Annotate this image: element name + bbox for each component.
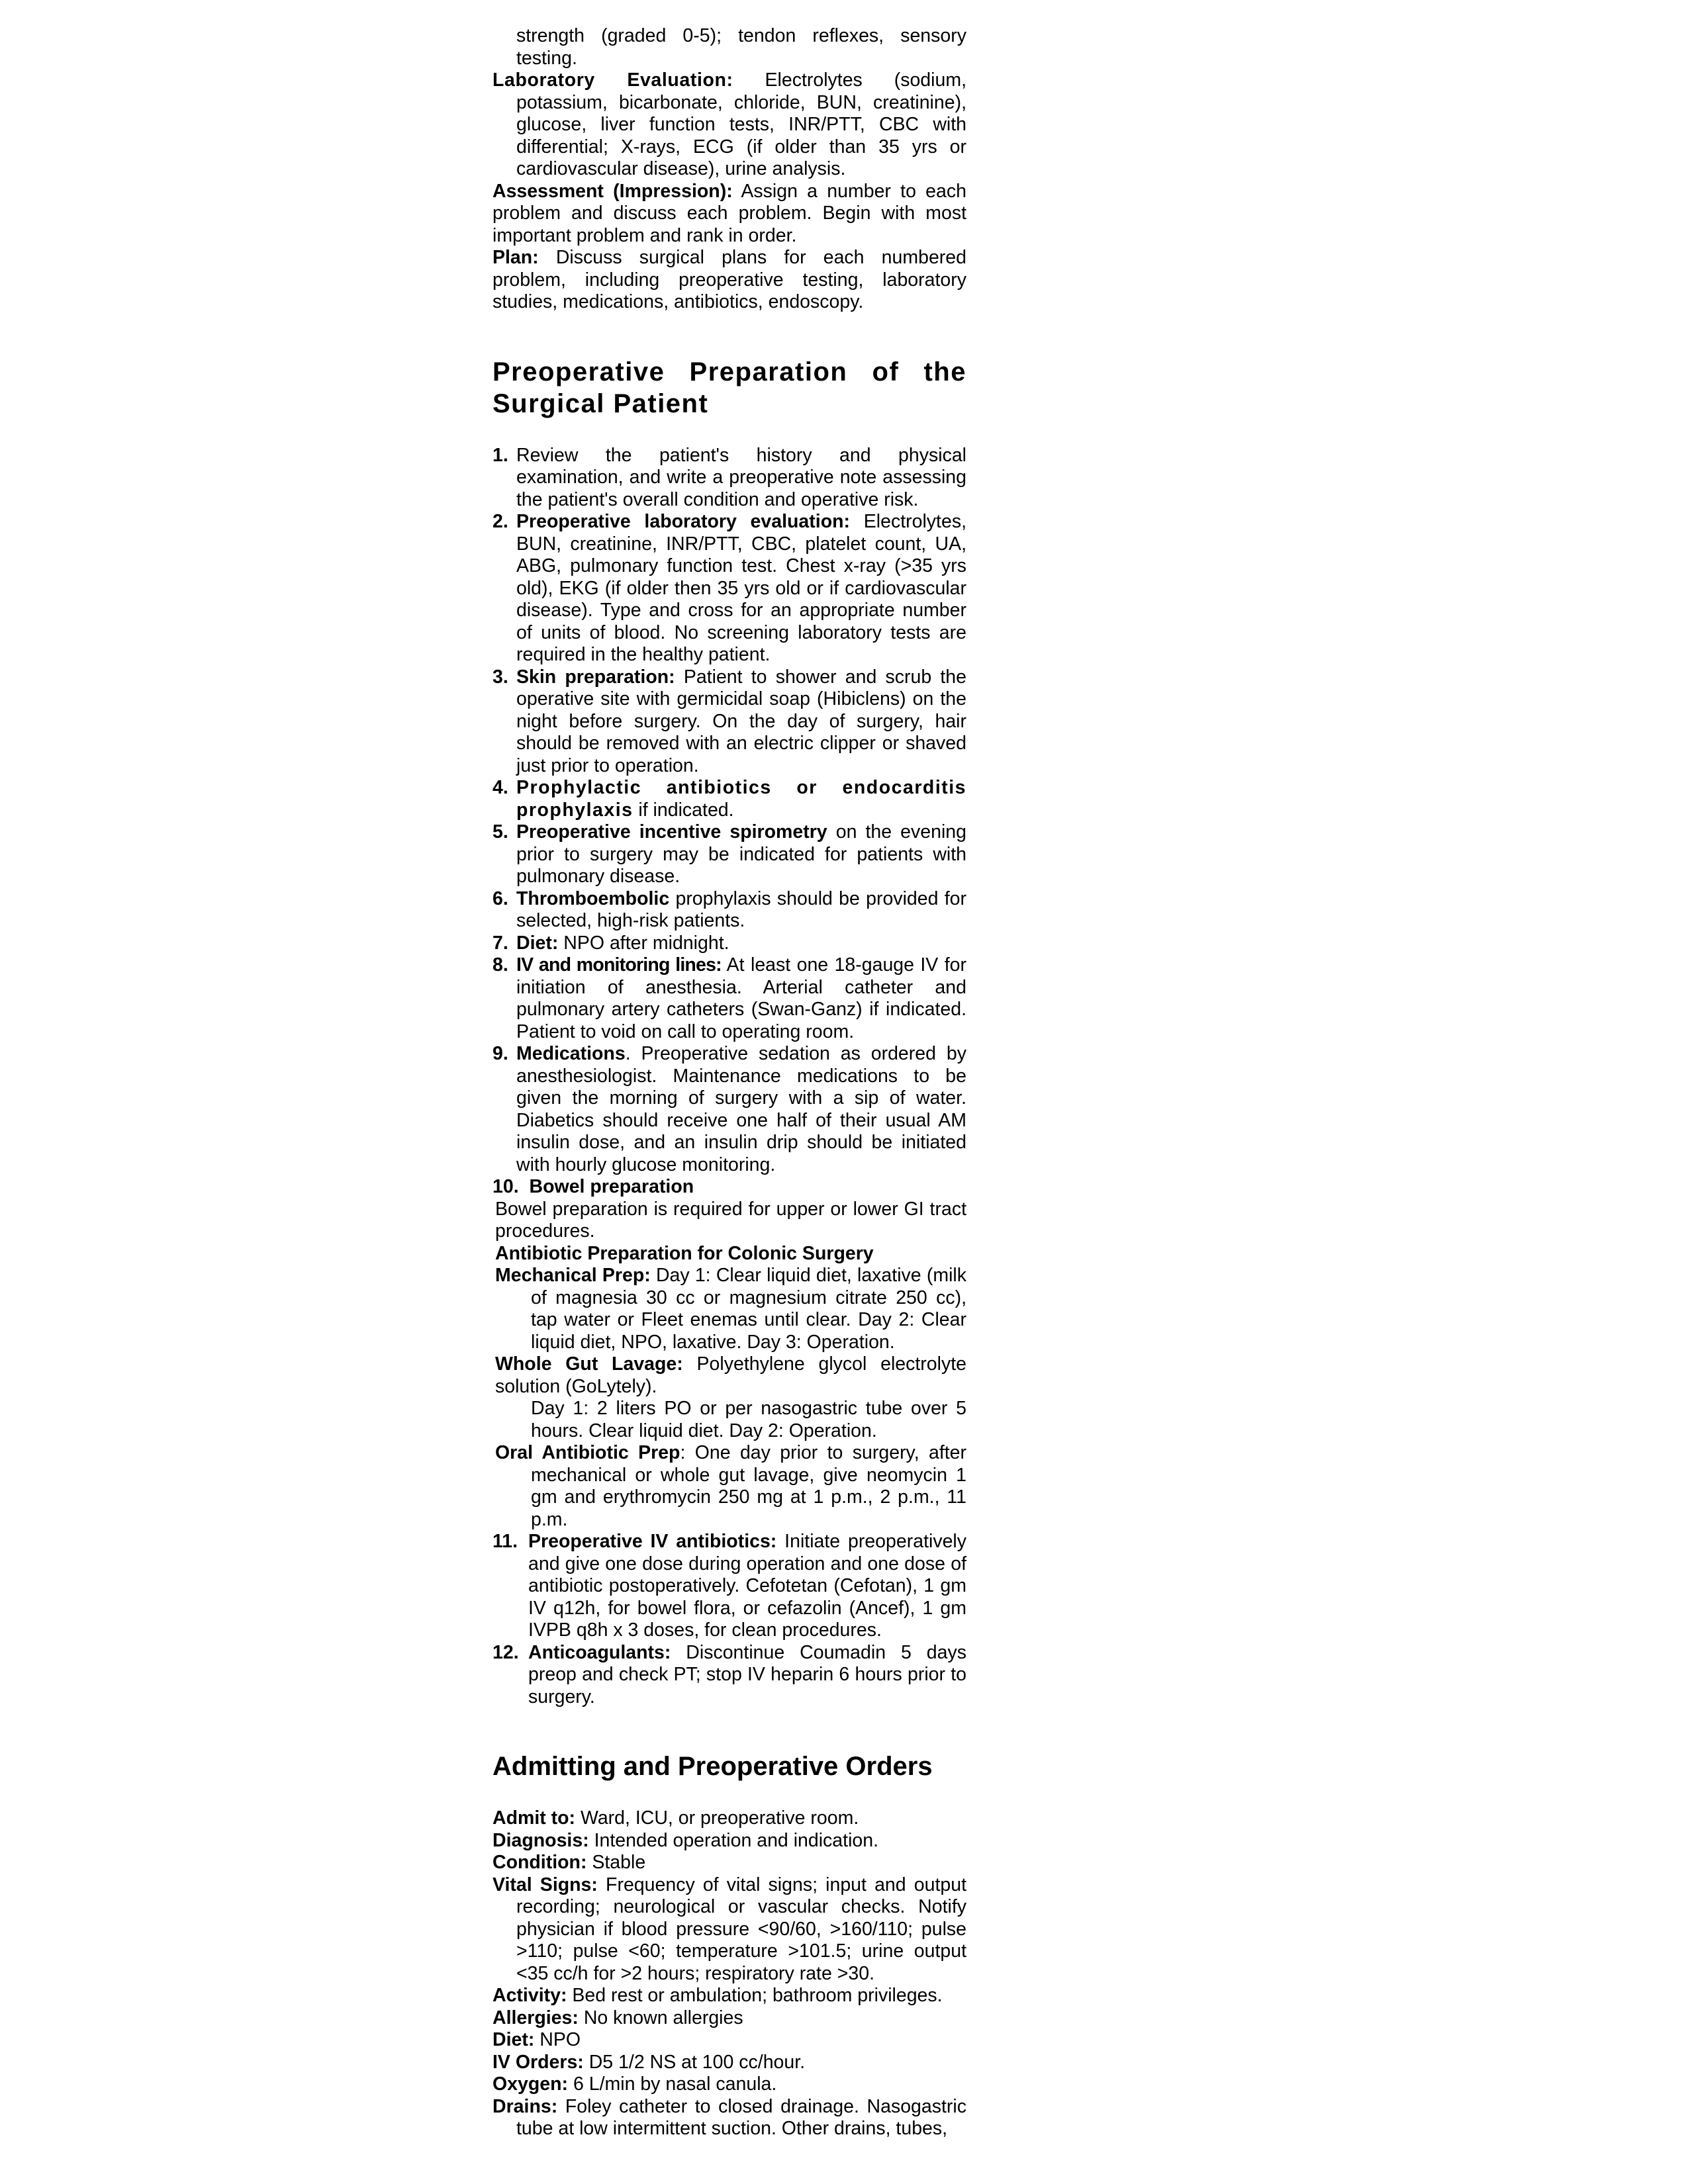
item-label: Medications	[516, 1043, 626, 1064]
item-text: prophylaxis should be provided for selected, high-risk patients.	[516, 887, 966, 931]
lab-evaluation-text: Electrolytes (sodium, potassium, bicarbonate, chloride, BUN, creatinine), glucose, liver function tests, INR/PTT, CBC with differential; X-rays, ECG (if older than 35 yrs or cardiovascular disease), urine analysis.	[516, 69, 966, 179]
item-number: 11.	[492, 1531, 518, 1552]
orders-list	[492, 1807, 966, 2140]
list-item	[492, 888, 966, 933]
order-row	[492, 1807, 966, 1830]
antibiotic-prep-heading	[495, 1243, 966, 1265]
item-label: Preoperative incentive spirometry	[516, 821, 827, 842]
order-row	[492, 1852, 966, 1874]
item-number: 9.	[492, 1043, 508, 1064]
order-text: Ward, ICU, or preoperative room.	[580, 1807, 859, 1829]
bowel-prep-intro: Bowel preparation is required for upper or lower GI tract procedures.	[495, 1198, 966, 1242]
assessment-text: Assign a number to each problem and discuss each problem. Begin with most important problem and rank in order.	[492, 180, 966, 246]
order-text: Intended operation and indication.	[594, 1829, 879, 1851]
item-label: Diet:	[516, 932, 559, 954]
item-number: 7.	[492, 932, 508, 954]
order-text: Stable	[592, 1852, 646, 1873]
continued-line: strength (graded 0-5); tendon reflexes, sensory testing.	[516, 25, 966, 69]
item-text: Electrolytes, BUN, creatinine, INR/PTT, CBC, platelet count, UA, ABG, pulmonary function test. Chest x-ray (>35 yrs old), EKG (if older then 35 yrs old or if cardiovascular disease). Type and cross for an appropriate number of units of blood. No screening laboratory tests are required in the healthy patient.	[516, 511, 966, 665]
item-text: on the evening prior to surgery may be indicated for patients with pulmonary disease.	[516, 821, 966, 887]
order-label: Condition:	[492, 1852, 587, 1873]
item-number: 1.	[492, 444, 508, 466]
order-label: Activity:	[492, 1985, 567, 2006]
assessment-paragraph	[492, 181, 966, 248]
mechanical-prep-text: Day 1: Clear liquid diet, laxative (milk of magnesia 30 cc or magnesium citrate 250 cc), tap water or Fleet enemas until clear. Day 2: Clear liquid diet, NPO, laxative. Day 3: Operation.	[531, 1265, 966, 1353]
lab-evaluation-paragraph	[492, 69, 966, 181]
order-row	[492, 1985, 966, 2007]
item-label: Preoperative IV antibiotics:	[528, 1531, 777, 1552]
item-label: Preoperative laboratory evaluation:	[516, 511, 850, 532]
list-item	[492, 666, 966, 778]
order-row	[492, 2029, 966, 2052]
mechanical-prep-paragraph	[495, 1265, 966, 1353]
order-text: D5 1/2 NS at 100 cc/hour.	[588, 2051, 806, 2073]
item-number: 5.	[492, 821, 508, 842]
order-row	[492, 1874, 966, 1985]
item-label: IV and monitoring lines:	[516, 954, 722, 976]
antibiotic-prep-heading-text: Antibiotic Preparation for Colonic Surgery	[495, 1242, 874, 1264]
item-number: 8.	[492, 954, 508, 976]
item-text: Patient to shower and scrub the operative site with germicidal soap (Hibiclens) on the night before surgery. On the day of surgery, hair should be removed with an electric clipper or shaved just prior to operation.	[516, 666, 967, 776]
preop-steps-list-continued	[492, 1531, 966, 1708]
item-text: Initiate preoperatively and give one dose during operation and one dose of antibiotic postoperatively. Cefotetan (Cefotan), 1 gm IV q12h, for bowel flora, or cefazolin (Ancef), 1 gm IVPB q8h x 3 doses, for clean procedures.	[528, 1531, 967, 1641]
whole-gut-lavage-paragraph	[495, 1353, 966, 1398]
preop-preparation-heading: Preoperative Preparation of the Surgical Patient	[492, 357, 966, 418]
bowel-prep-label: Bowel preparation	[529, 1176, 694, 1197]
order-label: Oxygen:	[492, 2073, 569, 2095]
list-item	[492, 1043, 966, 1176]
item-number: 4.	[492, 777, 508, 798]
list-item	[492, 933, 966, 955]
item-number: 3.	[492, 666, 508, 688]
whole-gut-lavage-text: Polyethylene glycol electrolyte solution (GoLytely).	[495, 1353, 967, 1397]
order-row	[492, 2096, 966, 2140]
list-item	[492, 1642, 966, 1709]
document-column	[492, 25, 966, 2140]
lab-evaluation-label: Laboratory Evaluation:	[492, 69, 733, 91]
item-text: At least one 18-gauge IV for initiation of anesthesia. Arterial catheter and pulmonary artery catheters (Swan-Ganz) if indicated. Patient to void on call to operating room.	[516, 954, 966, 1042]
order-text: Bed rest or ambulation; bathroom privileges.	[572, 1985, 943, 2006]
admitting-orders-heading: Admitting and Preoperative Orders	[492, 1752, 933, 1781]
order-text: Foley catheter to closed drainage. Nasogastric tube at low intermittent suction. Other drains, tubes,	[516, 2095, 966, 2139]
order-text: NPO	[539, 2029, 581, 2050]
order-text: Frequency of vital signs; input and output recording; neurological or vascular checks. Notify physician if blood pressure <90/60, >160/110; pulse >110; pulse <60; temperature >101.5; urine output <35 cc/h for >2 hours; respiratory rate >30.	[516, 1874, 966, 1984]
continued-text	[492, 25, 966, 69]
oral-antibiotic-text: : One day prior to surgery, after mechanical or whole gut lavage, give neomycin 1 gm and erythromycin 250 mg at 1 p.m., 2 p.m., 11 p.m.	[531, 1442, 966, 1530]
order-text: No known allergies	[583, 2007, 743, 2028]
plan-label: Plan:	[492, 247, 539, 268]
item-label: Prophylactic antibiotics or endocarditis prophylaxis	[516, 777, 966, 821]
item-number: 12.	[492, 1641, 519, 1663]
item-text: . Preoperative sedation as ordered by anesthesiologist. Maintenance medications to be given the morning of surgery with a sip of water. Diabetics should receive one half of their usual AM insulin dose, and an insulin drip should be initiated with hourly glucose monitoring.	[516, 1043, 966, 1175]
item-label: Anticoagulants:	[528, 1641, 671, 1663]
order-text: 6 L/min by nasal canula.	[573, 2073, 777, 2095]
order-label: Admit to:	[492, 1807, 576, 1829]
list-item	[492, 511, 966, 666]
plan-paragraph	[492, 247, 966, 314]
list-item	[492, 445, 966, 512]
order-row	[492, 2052, 966, 2074]
assessment-label: Assessment (Impression):	[492, 180, 733, 202]
item-text: Discontinue Coumadin 5 days preop and check PT; stop IV heparin 6 hours prior to surgery.	[528, 1641, 966, 1707]
item-text: if indicated.	[638, 799, 734, 821]
order-label: Diet:	[492, 2029, 535, 2050]
oral-antibiotic-paragraph	[495, 1442, 966, 1531]
order-label: IV Orders:	[492, 2051, 584, 2073]
order-row	[492, 1830, 966, 1852]
item-number: 6.	[492, 887, 508, 909]
bowel-prep-number: 10.	[492, 1176, 519, 1197]
order-label: Allergies:	[492, 2007, 579, 2028]
item-label: Thromboembolic	[516, 887, 670, 909]
mechanical-prep-label: Mechanical Prep:	[495, 1265, 651, 1286]
whole-gut-lavage-days: Day 1: 2 liters PO or per nasogastric tube over 5 hours. Clear liquid diet. Day 2: Operation.	[531, 1398, 966, 1441]
list-item	[492, 954, 966, 1043]
list-item	[492, 777, 966, 821]
whole-gut-lavage-label: Whole Gut Lavage:	[495, 1353, 683, 1375]
item-text: NPO after midnight.	[563, 932, 729, 954]
list-item	[492, 821, 966, 888]
bowel-prep-title	[492, 1176, 966, 1199]
preop-steps-list	[492, 445, 966, 1177]
order-label: Diagnosis:	[492, 1829, 589, 1851]
item-label: Skin preparation:	[516, 666, 675, 688]
order-label: Drains:	[492, 2095, 558, 2117]
bowel-prep-block	[492, 1176, 966, 1531]
oral-antibiotic-label: Oral Antibiotic Prep	[495, 1442, 680, 1463]
plan-text: Discuss surgical plans for each numbered problem, including preoperative testing, laboratory studies, medications, antibiotics, endoscopy.	[492, 247, 966, 312]
list-item	[492, 1531, 966, 1642]
item-number: 2.	[492, 511, 508, 532]
order-label: Vital Signs:	[492, 1874, 598, 1895]
order-row	[492, 2073, 966, 2096]
order-row	[492, 2007, 966, 2030]
item-text: Review the patient's history and physical examination, and write a preoperative note assessing the patient's overall condition and operative risk.	[516, 444, 966, 510]
